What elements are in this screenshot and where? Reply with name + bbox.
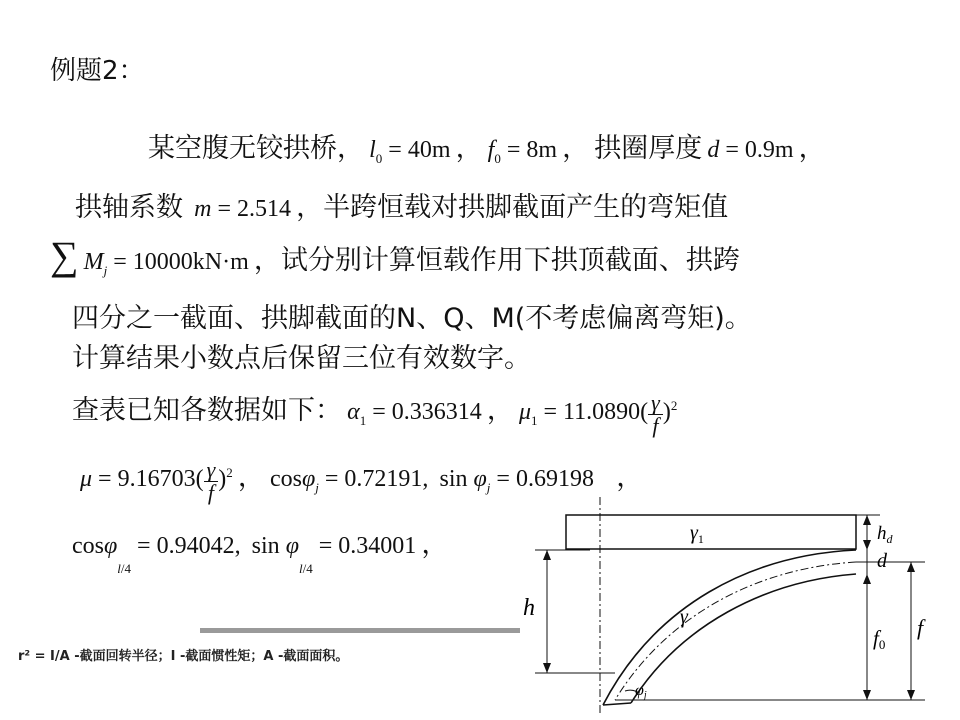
label-d: d [877,550,887,572]
problem-line-3 [50,232,740,279]
moment-sum: $M_j = 10000kN\cdot m$ [83,249,249,278]
separator: ， [798,133,826,164]
cos-phil: cosφ$_{l/4}$ = 0.94042, [72,533,241,576]
label-h: h [523,595,535,621]
mu-value: μ = 9.16703( [80,466,204,492]
alpha1-value: $\alpha_1 = 0.336314$ [347,399,482,428]
label-phij: φj [635,682,647,701]
task-text: ，试分别计算恒载作用下拱顶截面、拱跨 [253,245,740,276]
gamma-over-f: $\frac{\gamma}{f}$ [648,392,663,437]
given-line-1: 查表已知各数据如下： $\alpha_1 = 0.336314$ ， $\mu_1 = 11.0890$( $\frac{\gamma}{f}$ )$^2$ [72,390,678,438]
rise-value: $f_0 = 8m$ [487,137,558,166]
arrow-icon [863,515,871,525]
crown-block [566,515,856,549]
problem-line-1 [148,126,826,167]
moment-desc: ，半跨恒载对拱脚截面产生的弯矩值 [296,192,729,223]
arch-diagram [515,495,960,720]
arrow-icon [907,690,915,700]
mu1-value: $\mu_1 = 11.0890$( [518,399,649,428]
span-length: $l_0 = 40m$ [369,137,451,166]
separator: ， [455,133,483,164]
separator: ， [599,462,644,493]
label-gamma: γ [680,606,688,628]
separator: ， [486,395,514,426]
cos-phij: cosφ$_j$ = 0.72191, [269,466,429,495]
problem-line-4: 四分之一截面、拱脚截面的N、Q、M(不考虑偏离弯矩)。 [72,303,752,334]
gamma-over-f: $\frac{\gamma}{f}$ [204,459,219,504]
arrow-icon [907,562,915,572]
separator: ， [421,529,449,560]
divider-bar [200,628,520,633]
arrow-icon [863,574,871,584]
given-line-3 [72,522,449,576]
thickness-label: 拱圈厚度 [594,133,703,164]
label-f: f [917,615,924,640]
thickness-value: d = 0.9m [707,137,794,163]
coefficient-label: 拱轴系数 [75,192,183,223]
page-title: 例题2： [50,56,145,86]
given-label: 查表已知各数据如下： [72,395,342,426]
footnote: r² = I/A -截面回转半径；I -截面惯性矩；A -截面面积。 [18,649,349,664]
label-gamma1: $\gamma_1$ [690,522,704,546]
arrow-icon [543,663,551,673]
problem-line-2 [75,185,728,224]
sum-symbol: ∑ [50,233,79,278]
arrow-icon [863,540,871,550]
arch-axis [615,562,856,700]
label-f0: f0 [873,626,886,652]
label-hd: $h_d$ [877,523,893,546]
arch-coefficient: m = 2.514 [194,196,291,222]
arch-intrados [631,574,856,703]
problem-line-5: 计算结果小数点后保留三位有效数字。 [72,343,531,374]
problem-intro: 某空腹无铰拱桥， [148,133,364,164]
arrow-icon [543,550,551,560]
separator: ， [562,133,590,164]
sin-phil: $\sin \varphi_{l/4} = 0.34001$ [245,533,417,576]
sin-phij: $\sin \varphi_j = 0.69198$ [433,466,594,495]
springing-end [603,703,631,705]
arrow-icon [863,690,871,700]
given-line-2: μ = 9.16703( $\frac{\gamma}{f}$ )$^2$ ， cosφ$_j$ = 0.72191, $\sin \varphi_j = 0.69198$ ， [80,457,644,505]
separator: ， [237,462,265,493]
